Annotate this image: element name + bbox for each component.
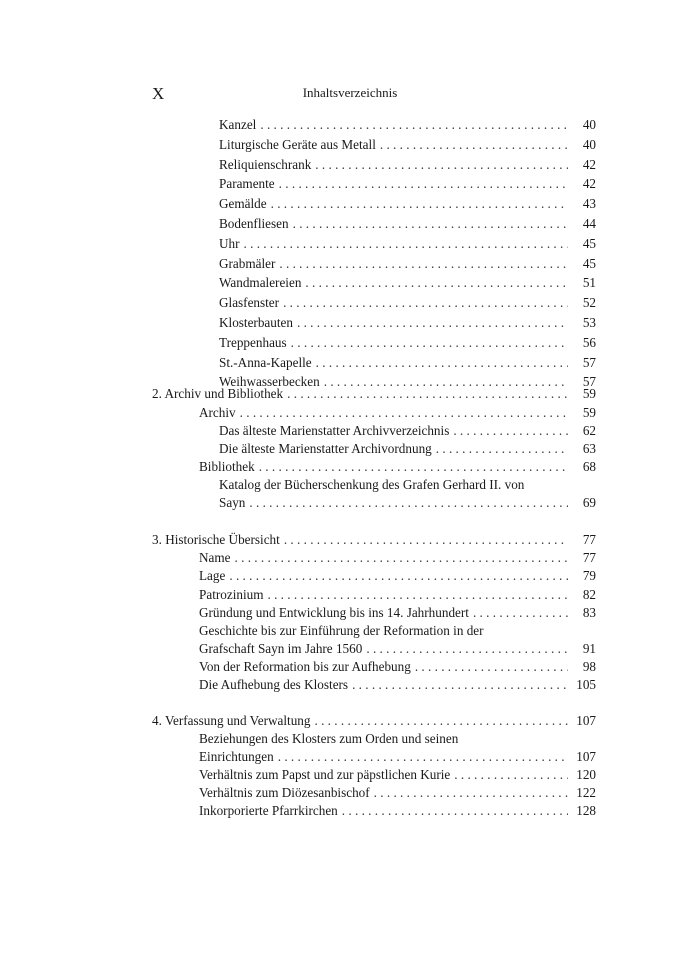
toc-entry [174, 622, 596, 640]
dot-leader [283, 294, 568, 312]
toc-label: Die älteste Marienstatter Archivordnung [219, 441, 432, 456]
toc-page-number: 105 [576, 677, 596, 692]
dot-leader [260, 116, 568, 134]
toc-label: Paramente [219, 176, 275, 192]
toc-entry [200, 195, 596, 213]
toc-label: Von der Reformation bis zur Aufhebung [199, 659, 411, 674]
toc-entry [200, 422, 596, 440]
dot-leader [352, 676, 568, 694]
page-header [0, 0, 700, 110]
dot-leader [314, 712, 568, 730]
toc-label: Reliquienschrank [219, 156, 312, 172]
toc-page-number: 44 [582, 216, 596, 231]
toc-page-number: 45 [582, 255, 596, 271]
toc-page-number: 120 [576, 767, 596, 782]
toc-label: Weihwasserbecken [219, 374, 320, 390]
toc-entry [174, 802, 596, 820]
toc-page-number: 107 [576, 749, 596, 764]
dot-leader [380, 136, 568, 154]
toc-label: Wandmalereien [219, 275, 302, 291]
dot-leader [235, 549, 569, 567]
toc-page-number: 98 [582, 659, 596, 674]
toc-page-number: 79 [582, 568, 596, 584]
toc-page-number: 40 [582, 136, 596, 152]
toc-page-number: 122 [576, 785, 596, 800]
toc-entry [200, 215, 596, 233]
toc-page-number: 56 [582, 334, 596, 350]
toc-label: Archiv [199, 405, 236, 420]
toc-page-number: 91 [582, 641, 596, 656]
toc-label: Name [199, 550, 231, 565]
toc-entry [174, 604, 596, 622]
toc-label: Glasfenster [219, 295, 280, 311]
dot-leader [279, 255, 568, 273]
dot-leader [436, 440, 568, 458]
toc-page-number: 57 [582, 354, 596, 370]
dot-leader [315, 156, 568, 174]
toc-label: Grabmäler [219, 255, 276, 271]
toc-page-number: 83 [582, 604, 596, 620]
toc-entry [200, 255, 596, 273]
toc-entry [174, 586, 596, 604]
toc-label: Bibliothek [199, 459, 255, 474]
toc-page-number: 40 [582, 117, 596, 132]
toc-entry [174, 658, 596, 676]
toc-label: Gründung und Entwicklung bis ins 14. Jahrhundert [199, 604, 469, 620]
toc-entry [200, 440, 596, 458]
toc-entry [200, 116, 596, 134]
toc-entry [200, 314, 596, 332]
dot-leader [244, 235, 568, 253]
toc-entry [200, 334, 596, 352]
toc-page-number: 82 [582, 586, 596, 602]
toc-label: Bodenfliesen [219, 216, 289, 231]
toc-label: Die Aufhebung des Klosters [199, 677, 349, 692]
toc-label: Beziehungen des Klosters zum Orden und seinen [199, 731, 459, 746]
toc-label: Geschichte bis zur Einführung der Reformation in der [199, 623, 484, 638]
toc-entry [152, 385, 596, 403]
toc-page-number: 59 [582, 386, 596, 401]
dot-leader [284, 531, 568, 549]
toc-label: Einrichtungen [199, 749, 274, 764]
dot-leader [415, 658, 568, 676]
toc-page-number: 107 [576, 713, 596, 728]
toc-entry [174, 567, 596, 585]
toc-page-number: 59 [582, 405, 596, 420]
toc-label: Katalog der Bücherschenkung des Grafen Gerhard II. von [219, 477, 525, 492]
toc-label: Verhältnis zum Diözesanbischof [199, 785, 370, 800]
toc-label: Das älteste Marienstatter Archivverzeichnis [219, 423, 450, 438]
toc-label: Inkorporierte Pfarrkirchen [199, 803, 338, 818]
toc-entry [219, 494, 596, 512]
dot-leader [454, 766, 568, 784]
toc-page-number: 63 [582, 441, 596, 456]
toc-entry [199, 748, 596, 766]
toc-entry [174, 404, 596, 422]
dot-leader [342, 802, 568, 820]
dot-leader [278, 748, 568, 766]
toc-entry [200, 274, 596, 292]
toc-label: Lage [199, 568, 226, 584]
dot-leader [473, 604, 568, 622]
toc-entry [174, 549, 596, 567]
toc-page-number: 128 [576, 803, 596, 818]
toc-entry [152, 531, 596, 549]
toc-page-number: 69 [582, 495, 596, 510]
toc-entry [174, 730, 596, 748]
toc-page-number: 77 [582, 532, 596, 547]
toc-label: Kanzel [219, 117, 257, 132]
toc-label: Klosterbauten [219, 315, 293, 330]
toc-entry [200, 235, 596, 253]
toc-entry [199, 640, 596, 658]
toc-entry [174, 458, 596, 476]
toc-page-number: 45 [582, 235, 596, 251]
toc-label: 3. Historische Übersicht [152, 532, 280, 547]
toc-page-number: 68 [582, 459, 596, 474]
toc-entry [152, 712, 596, 730]
dot-leader [259, 458, 568, 476]
toc-entry [174, 766, 596, 784]
dot-leader [287, 385, 568, 403]
toc-label: Patrozinium [199, 586, 264, 602]
toc-entry [200, 175, 596, 193]
toc-label: Uhr [219, 235, 240, 251]
toc-entry [174, 676, 596, 694]
dot-leader [316, 354, 568, 372]
toc-entry [200, 136, 596, 154]
toc-entry [200, 354, 596, 372]
dot-leader [297, 314, 568, 332]
dot-leader [453, 422, 568, 440]
dot-leader [267, 586, 568, 604]
dot-leader [293, 215, 568, 233]
toc-page-number: 77 [582, 550, 596, 565]
toc-entry [200, 476, 596, 494]
toc-page-number: 52 [582, 295, 596, 311]
dot-leader [240, 404, 568, 422]
dot-leader [374, 784, 568, 802]
toc-entry [200, 294, 596, 312]
toc-label: Grafschaft Sayn im Jahre 1560 [199, 641, 363, 656]
toc-entry [174, 784, 596, 802]
toc-page-number: 53 [582, 315, 596, 330]
toc-page-number: 43 [582, 196, 596, 212]
dot-leader [366, 640, 568, 658]
dot-leader [271, 195, 568, 213]
toc-label: Verhältnis zum Papst und zur päpstlichen Kurie [199, 767, 451, 782]
toc-page-number: 51 [582, 275, 596, 291]
toc-page-number: 57 [582, 374, 596, 390]
toc-label: Sayn [219, 495, 246, 510]
dot-leader [291, 334, 568, 352]
toc-entry [200, 156, 596, 174]
toc-page-number: 42 [582, 176, 596, 192]
toc-label: 4. Verfassung und Verwaltung [152, 713, 311, 728]
dot-leader [305, 274, 568, 292]
toc-label: 2. Archiv und Bibliothek [152, 386, 284, 401]
toc-label: Liturgische Geräte aus Metall [219, 136, 376, 152]
toc-page-number: 42 [582, 156, 596, 172]
dot-leader [279, 175, 568, 193]
dot-leader [229, 567, 568, 585]
toc-label: Treppenhaus [219, 334, 287, 350]
toc-label: Gemälde [219, 196, 267, 212]
toc-page-number: 62 [582, 423, 596, 438]
toc-label: St.-Anna-Kapelle [219, 354, 312, 370]
running-title: Inhaltsverzeichnis [302, 85, 398, 100]
dot-leader [249, 494, 568, 512]
page-numeral: X [152, 84, 165, 103]
